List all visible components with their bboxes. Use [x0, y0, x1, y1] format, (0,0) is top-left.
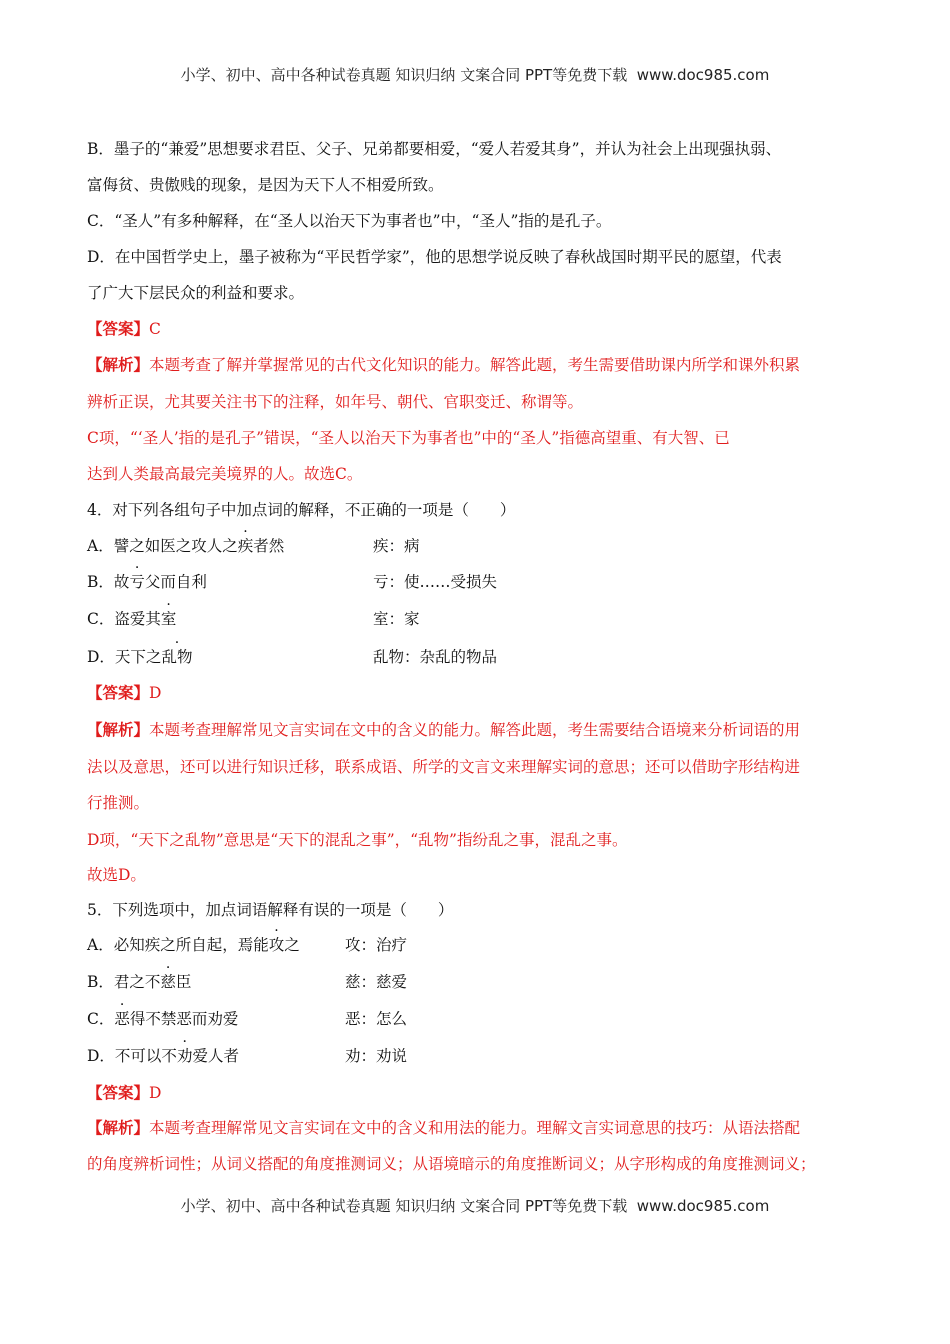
q3-analysis-line1 — [87, 354, 800, 376]
option-text: 之 — [284, 936, 300, 954]
q4-option-b — [87, 571, 498, 593]
q4-analysis-line1 — [87, 719, 800, 741]
q4-analysis-line3: 行推测。 — [87, 794, 150, 812]
analysis-tag: 【解析】 — [87, 720, 150, 739]
dotted-word: 室 — [160, 610, 177, 628]
q3-option-d-line2: 了广大下层民众的利益和要求。 — [87, 284, 305, 302]
option-gloss: 慈：慈爱 — [345, 973, 408, 991]
q5-analysis-line2: 的角度辨析词性；从词义搭配的角度推测词义；从语境暗示的角度推断词义；从字形构成的角度推测词义； — [87, 1155, 816, 1173]
dotted-word: 乱物 — [161, 648, 193, 666]
option-text: 臣 — [175, 973, 192, 991]
option-gloss: 疾：病 — [373, 537, 420, 555]
page-footer — [0, 1195, 950, 1216]
q5-stem: 5．下列选项中，加点词语解释有误的一项是（ ） — [87, 901, 454, 919]
q3-option-c: C．“圣人”有多种解释，在“圣人以治天下为事者也”中，“圣人”指的是孔子。 — [87, 212, 612, 230]
dotted-word: 劝 — [176, 1047, 193, 1065]
option-text: A．譬之如医之攻人之 — [87, 537, 238, 555]
q4-analysis-line4: D项，“天下之乱物”意思是“天下的混乱之事”，“乱物”指纷乱之事，混乱之事。 — [87, 831, 628, 849]
option-text: 者然 — [253, 537, 285, 555]
option-gloss: 恶：怎么 — [345, 1010, 408, 1028]
answer-tag: 【答案】 — [87, 1083, 150, 1102]
option-text: 父而自利 — [144, 573, 207, 591]
q3-option-b-line2: 富侮贫、贵傲贱的现象，是因为天下人不相爱所致。 — [87, 176, 444, 194]
option-text: C．盗爱其 — [87, 610, 161, 628]
analysis-tag: 【解析】 — [87, 355, 150, 374]
footer-text: 小学、初中、高中各种试卷真题 知识归纳 文案合同 PPT等免费下载 — [180, 1197, 628, 1215]
option-gloss: 劝：劝说 — [345, 1047, 408, 1065]
q4-option-c — [87, 608, 420, 630]
option-text: 得不禁恶而劝爱 — [129, 1010, 239, 1028]
analysis-text: 本题考查了解并掌握常见的古代文化知识的能力。解答此题，考生需要借助课内所学和课外积累 — [149, 356, 801, 374]
option-text: A．必知疾之所自起，焉能 — [87, 936, 269, 954]
option-gloss: 攻：治疗 — [345, 936, 408, 954]
q4-option-d — [87, 646, 498, 668]
analysis-text: 本题考查理解常见文言实词在文中的含义的能力。解答此题，考生需要结合语境来分析词语的用 — [149, 721, 801, 739]
dotted-word: 慈 — [160, 973, 176, 991]
analysis-text: 本题考查理解常见文言实词在文中的含义和用法的能力。理解文言实词意思的技巧：从语法搭配 — [149, 1119, 801, 1137]
dotted-word: 攻 — [268, 936, 285, 954]
q3-analysis-line2: 辨析正误，尤其要关注书下的注释，如年号、朝代、官职变迁、称谓等。 — [87, 393, 584, 411]
option-gloss: 亏：使……受损失 — [373, 573, 498, 591]
footer-url[interactable]: www.doc985.com — [636, 1197, 770, 1215]
answer-value: C — [149, 320, 161, 338]
page-header — [0, 64, 950, 85]
option-text: B．君之不 — [87, 973, 161, 991]
header-url[interactable]: www.doc985.com — [636, 66, 770, 84]
answer-value: D — [149, 684, 162, 702]
option-text: 爱人者 — [192, 1047, 239, 1065]
q5-option-b — [87, 971, 408, 993]
q5-analysis-line1 — [87, 1117, 800, 1139]
q5-answer — [87, 1082, 161, 1104]
q3-option-b-line1: B．墨子的“兼爱”思想要求君臣、父子、兄弟都要相爱，“爱人若爱其身”，并认为社会上出现强执弱、 — [87, 140, 782, 158]
option-text: B．故 — [87, 573, 130, 591]
option-gloss: 室：家 — [373, 610, 420, 628]
q3-option-d-line1: D．在中国哲学史上，墨子被称为“平民哲学家”，他的思想学说反映了春秋战国时期平民的愿望，代表 — [87, 248, 782, 266]
q4-conclusion: 故选D。 — [87, 866, 146, 884]
answer-tag: 【答案】 — [87, 683, 150, 702]
q4-stem: 4．对下列各组句子中加点词的解释，不正确的一项是（ ） — [87, 501, 516, 519]
q4-analysis-line2: 法以及意思，还可以进行知识迁移，联系成语、所学的文言文来理解实词的意思；还可以借助字形结构进 — [87, 758, 801, 776]
dotted-word: 恶 — [114, 1010, 130, 1028]
dotted-word: 疾 — [237, 537, 254, 555]
option-text: C． — [87, 1010, 115, 1028]
option-text: D．不可以不 — [87, 1047, 177, 1065]
q5-option-d — [87, 1045, 408, 1067]
option-text: D．天下之 — [87, 648, 162, 666]
q5-option-a — [87, 934, 408, 956]
answer-tag: 【答案】 — [87, 319, 150, 338]
q5-option-c — [87, 1008, 408, 1030]
option-gloss: 乱物：杂乱的物品 — [373, 648, 498, 666]
answer-value: D — [149, 1084, 162, 1102]
q3-answer — [87, 318, 161, 340]
analysis-tag: 【解析】 — [87, 1118, 150, 1137]
q3-analysis-line4: 达到人类最高最完美境界的人。故选C。 — [87, 465, 363, 483]
q4-option-a — [87, 535, 420, 557]
q4-answer — [87, 682, 161, 704]
header-text: 小学、初中、高中各种试卷真题 知识归纳 文案合同 PPT等免费下载 — [180, 66, 628, 84]
q3-analysis-line3: C项，“‘圣人’指的是孔子”错误，“圣人以治天下为事者也”中的“圣人”指德高望重、有大智、已 — [87, 429, 730, 447]
dotted-word: 亏 — [129, 573, 145, 591]
